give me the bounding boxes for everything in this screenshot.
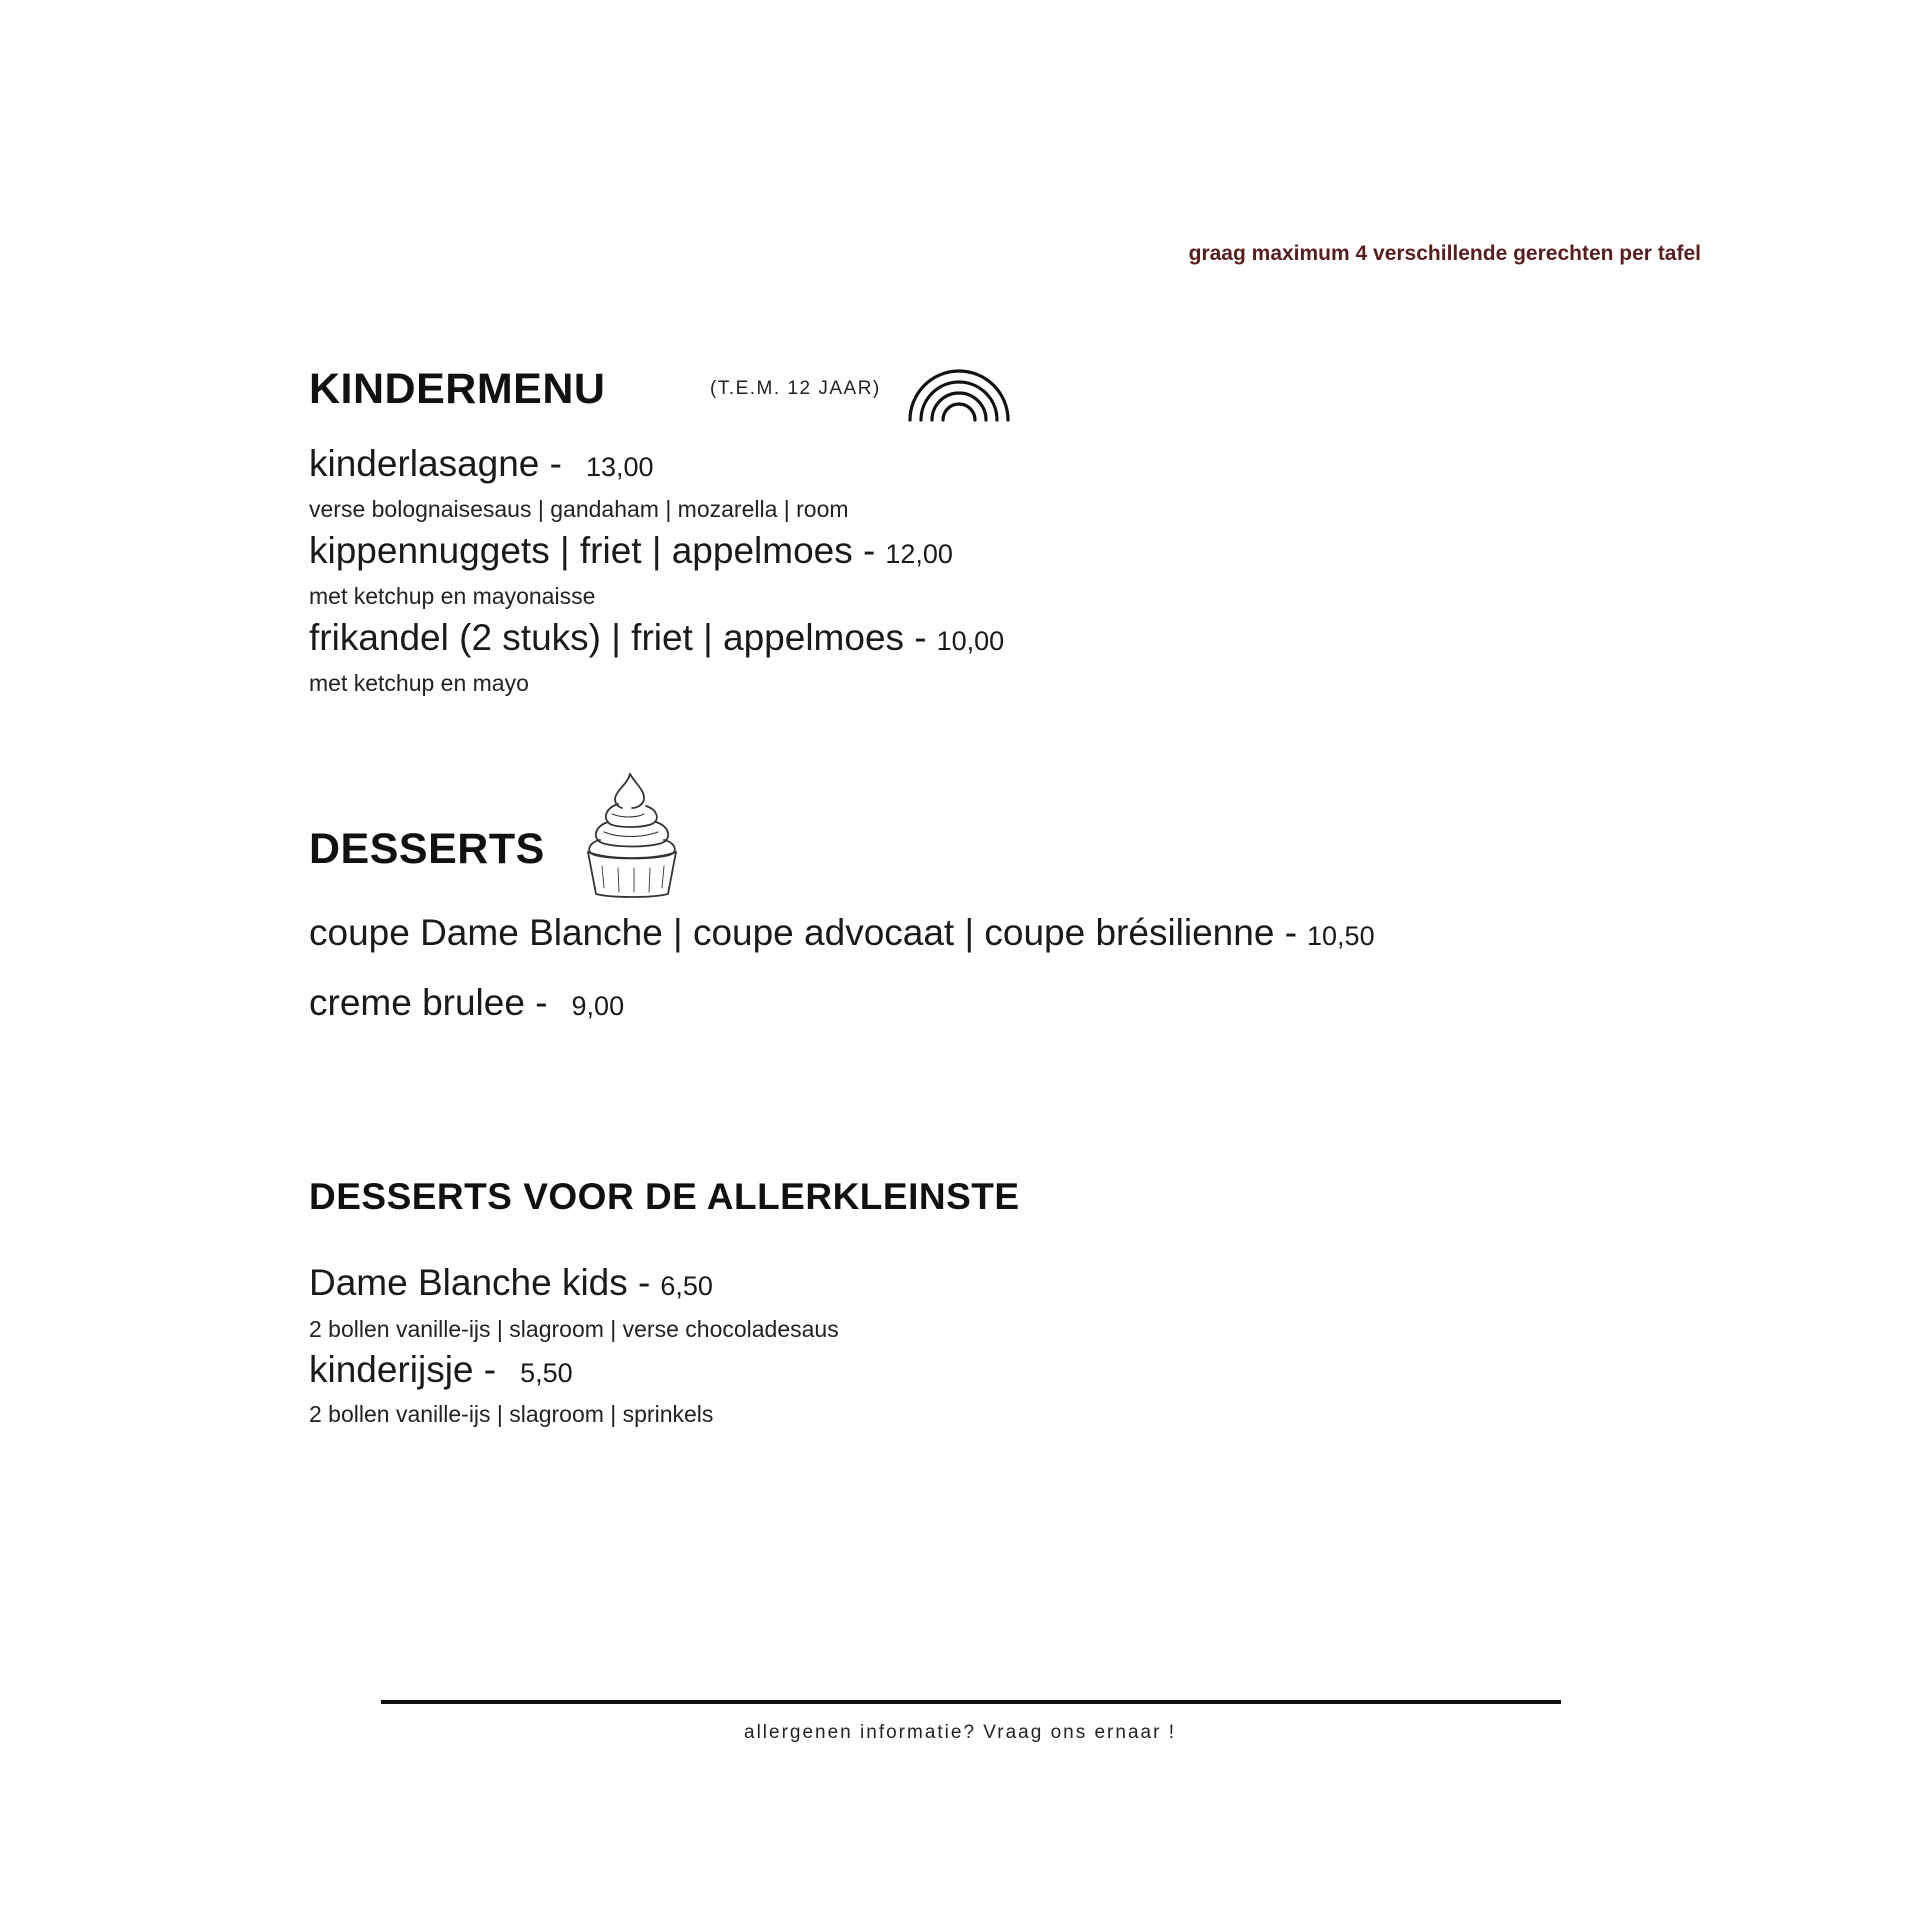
item-name: frikandel (2 stuks) | friet | appelmoes - [309, 617, 927, 658]
item-price: 5,50 [520, 1358, 573, 1388]
desserts-heading: DESSERTS [309, 825, 545, 873]
item-price: 9,00 [571, 991, 625, 1021]
item-price: 12,00 [885, 539, 953, 569]
item-name: coupe Dame Blanche | coupe advocaat | coupe brésilienne - [309, 912, 1298, 953]
allergen-info-note: allergenen informatie? Vraag ons ernaar ! [744, 1722, 1176, 1743]
item-description: met ketchup en mayonaisse [309, 583, 596, 609]
menu-item [309, 1262, 713, 1304]
soft-serve-icon [582, 770, 682, 900]
table-limit-note: graag maximum 4 verschillende gerechten per tafel [1188, 242, 1701, 265]
item-name: kinderijsje - [309, 1349, 497, 1390]
menu-item [309, 617, 1004, 659]
age-limit-label: (T.E.M. 12 JAAR) [710, 378, 881, 399]
item-description: 2 bollen vanille-ijs | slagroom | sprinkels [309, 1401, 714, 1427]
item-description: met ketchup en mayo [309, 670, 529, 696]
menu-item [309, 530, 953, 572]
item-price: 10,50 [1307, 921, 1375, 951]
menu-item [309, 912, 1375, 954]
footer-divider [381, 1700, 1561, 1704]
item-name: kinderlasagne - [309, 443, 562, 484]
item-name: Dame Blanche kids - [309, 1262, 651, 1303]
kids-desserts-heading: DESSERTS VOOR DE ALLERKLEINSTE [309, 1176, 1020, 1217]
menu-item [309, 443, 654, 485]
kindermenu-heading: KINDERMENU [309, 365, 606, 413]
rainbow-icon [906, 352, 1012, 422]
item-name: kippennuggets | friet | appelmoes - [309, 530, 876, 571]
item-name: creme brulee - [309, 982, 548, 1023]
item-price: 13,00 [585, 452, 654, 482]
item-price: 10,00 [936, 626, 1005, 656]
menu-item [309, 1349, 573, 1391]
item-price: 6,50 [660, 1271, 713, 1301]
menu-item [309, 982, 624, 1024]
item-description: verse bolognaisesaus | gandaham | mozarella | room [309, 496, 849, 522]
item-description: 2 bollen vanille-ijs | slagroom | verse chocoladesaus [309, 1316, 839, 1342]
